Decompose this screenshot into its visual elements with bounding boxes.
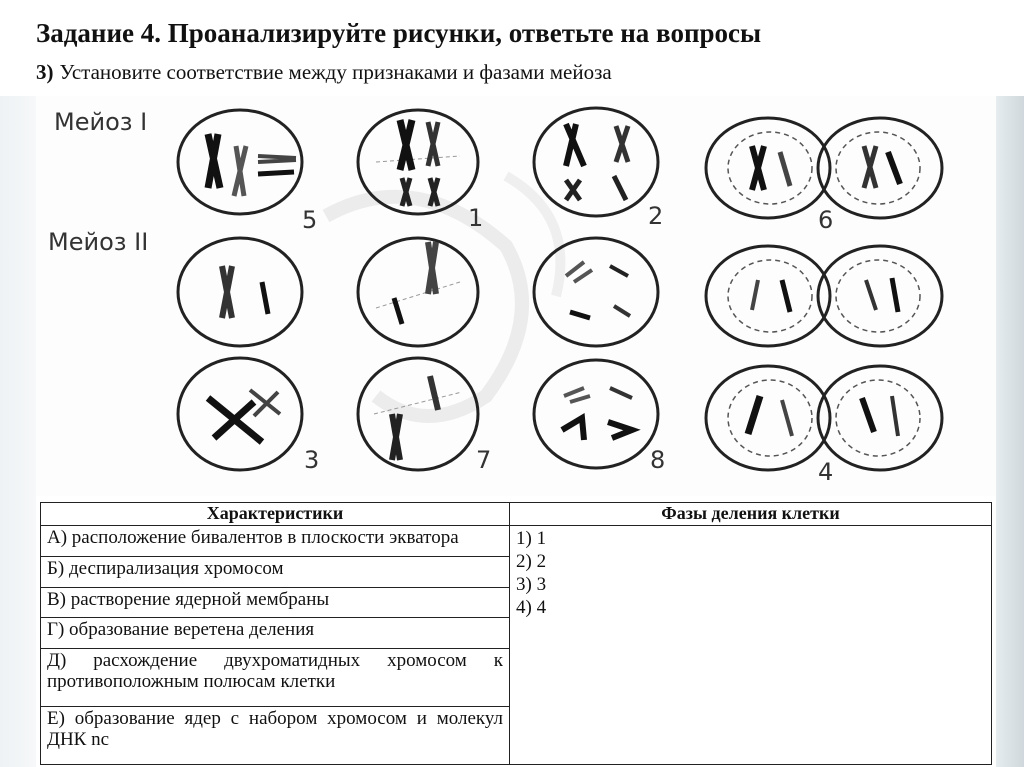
scan-right-edge xyxy=(996,96,1024,767)
table-header-row xyxy=(41,503,992,526)
label-meiosis-2: Мейоз II xyxy=(48,228,149,256)
phase-2: 2) 2 xyxy=(516,551,547,572)
matching-table xyxy=(40,502,992,765)
phase-3: 3) 3 xyxy=(516,574,547,595)
phases-cell xyxy=(510,526,992,765)
task-title: Задание 4. Проанализируйте рисунки, ответьте на вопросы xyxy=(36,18,762,48)
matching-table-wrap xyxy=(40,502,992,765)
phase-4: 4) 4 xyxy=(516,597,547,618)
table-row xyxy=(41,526,992,557)
header-characteristics: Характеристики xyxy=(41,503,510,526)
phase-1: 1) 1 xyxy=(516,528,547,549)
task-subtitle xyxy=(36,60,612,85)
cell-number-6: 6 xyxy=(818,206,834,234)
header-phases: Фазы деления клетки xyxy=(510,503,992,526)
phase-list xyxy=(516,527,985,619)
row-d: Д) расхождение двухроматидных хромосом к противоположным полюсам клетки xyxy=(41,649,510,707)
row-v: В) растворение ядерной мембраны xyxy=(41,587,510,618)
row-e: Е) образование ядер с набором хромосом и молекул ДНК nc xyxy=(41,707,510,765)
cell-number-4: 4 xyxy=(818,458,834,486)
subtitle-number: 3) xyxy=(36,60,54,84)
cell-number-5: 5 xyxy=(302,206,318,234)
meiosis-figure xyxy=(36,96,996,496)
row-b: Б) деспирализация хромосом xyxy=(41,556,510,587)
cell-number-2: 2 xyxy=(648,202,664,230)
subtitle-text: Установите соответствие между признаками и фазами мейоза xyxy=(59,60,612,84)
cell-number-1: 1 xyxy=(468,204,484,232)
cell-number-8: 8 xyxy=(650,446,666,474)
label-meiosis-1: Мейоз I xyxy=(54,108,148,136)
cell-number-7: 7 xyxy=(476,446,492,474)
cell-number-3: 3 xyxy=(304,446,320,474)
scan-left-edge xyxy=(0,96,36,767)
row-g: Г) образование веретена деления xyxy=(41,618,510,649)
row-a: А) расположение бивалентов в плоскости экватора xyxy=(41,526,510,557)
